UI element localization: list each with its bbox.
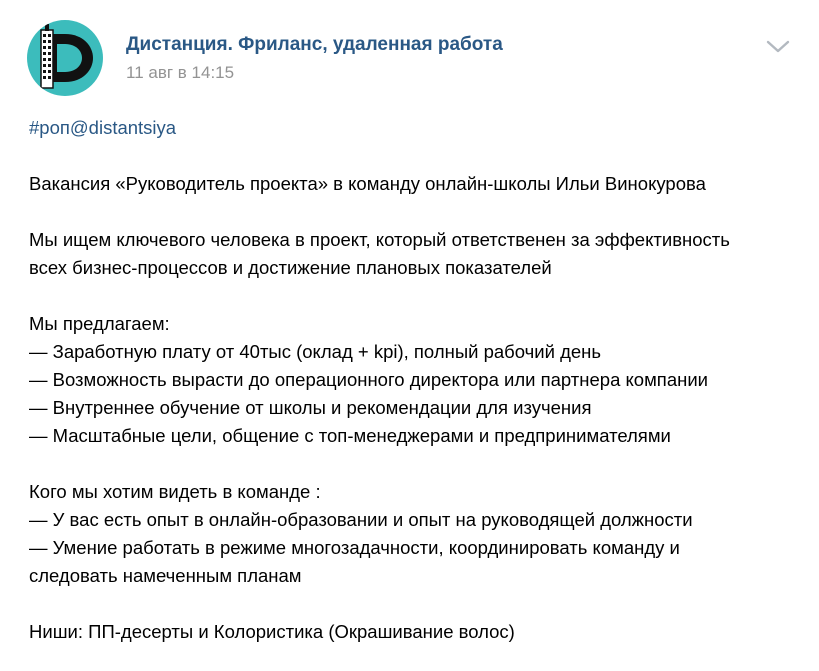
chevron-down-icon	[766, 37, 790, 57]
niches-line: Ниши: ПП-десерты и Колористика (Окрашивание волос)	[29, 621, 515, 642]
wanted-item: следовать намеченным планам	[29, 565, 302, 586]
wanted-item: — У вас есть опыт в онлайн-образовании и опыт на руководящей должности	[29, 509, 693, 530]
intro-line: всех бизнес-процессов и достижение плановых показателей	[29, 257, 552, 278]
post-date-link[interactable]: 11 авг в 14:15	[126, 63, 235, 82]
hashtag-link[interactable]: #роп@distantsiya	[29, 117, 177, 138]
community-name-link[interactable]: Дистанция. Фриланс, удаленная работа	[126, 34, 503, 55]
offer-item: — Масштабные цели, общение с топ-менеджерами и предпринимателями	[29, 425, 671, 446]
wanted-heading: Кого мы хотим видеть в команде :	[29, 481, 321, 502]
distantsiya-logo-icon	[27, 20, 103, 96]
wanted-item: — Умение работать в режиме многозадачности, координировать команду и	[29, 537, 680, 558]
offer-item: — Заработную плату от 40тыс (оклад + kpi), полный рабочий день	[29, 341, 602, 362]
post-title: Вакансия «Руководитель проекта» в команду онлайн-школы Ильи Винокурова	[29, 173, 706, 194]
intro-line: Мы ищем ключевого человека в проект, который ответственен за эффективность	[29, 229, 730, 250]
offer-item: — Внутреннее обучение от школы и рекомендации для изучения	[29, 397, 592, 418]
offer-heading: Мы предлагаем:	[29, 313, 170, 334]
community-avatar[interactable]	[27, 20, 103, 96]
offer-item: — Возможность вырасти до операционного директора или партнера компании	[29, 369, 708, 390]
post-menu-button[interactable]	[766, 37, 790, 57]
